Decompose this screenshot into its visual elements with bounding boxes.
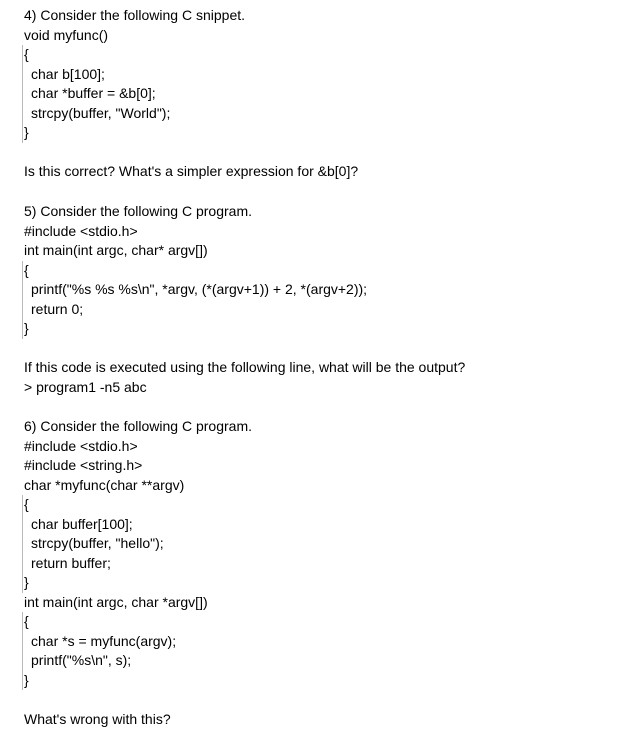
question-6-prompt: What's wrong with this?: [24, 710, 171, 727]
code-line: int main(int argc, char* argv[]): [24, 242, 208, 258]
code-line: #include <string.h>: [24, 457, 143, 473]
code-line: #include <stdio.h>: [24, 437, 138, 454]
code-line: int main(int argc, char *argv[]): [24, 593, 208, 610]
code-line: char *s = myfunc(argv);: [31, 632, 177, 649]
block-rule: [22, 261, 23, 339]
code-line: printf("%s %s %s\n", *argv, (*(argv+1)) + 2, *(argv+2));: [31, 281, 368, 297]
code-line: char *myfunc(char **argv): [24, 476, 185, 493]
question-4: [0, 6, 629, 182]
question-4-prompt: Is this correct? What's a simpler expression for &b[0]?: [24, 163, 359, 179]
block-rule: [22, 45, 23, 143]
code-block: [22, 495, 629, 593]
question-4-heading: 4) Consider the following C snippet.: [24, 7, 246, 23]
code-block: [22, 45, 629, 143]
code-line: void myfunc(): [24, 26, 109, 43]
code-line: {: [24, 261, 29, 278]
block-rule: [22, 612, 23, 690]
code-line: }: [24, 574, 29, 590]
code-line: {: [24, 46, 29, 62]
code-block: [22, 612, 629, 690]
code-line: printf("%s\n", s);: [31, 652, 132, 668]
code-line: strcpy(buffer, "World");: [31, 104, 171, 121]
code-line: char buffer[100];: [31, 515, 133, 532]
code-line: return buffer;: [31, 554, 111, 571]
code-line: {: [24, 613, 29, 629]
command-line: > program1 -n5 abc: [24, 378, 147, 395]
question-5-heading: 5) Consider the following C program.: [24, 203, 252, 219]
code-block: [22, 261, 629, 339]
question-5: [0, 202, 629, 397]
code-line: }: [24, 671, 29, 688]
code-line: }: [24, 124, 29, 140]
code-line: #include <stdio.h>: [24, 222, 138, 239]
question-6-heading: 6) Consider the following C program.: [24, 418, 252, 434]
code-line: strcpy(buffer, "hello");: [31, 535, 164, 551]
question-5-prompt: If this code is executed using the following line, what will be the output?: [24, 359, 466, 375]
code-line: }: [24, 320, 29, 336]
code-line: char *buffer = &b[0];: [31, 85, 156, 101]
code-line: {: [24, 496, 29, 512]
block-rule: [22, 495, 23, 593]
code-line: char b[100];: [31, 65, 105, 82]
code-line: return 0;: [31, 300, 84, 317]
question-6: [0, 417, 629, 729]
